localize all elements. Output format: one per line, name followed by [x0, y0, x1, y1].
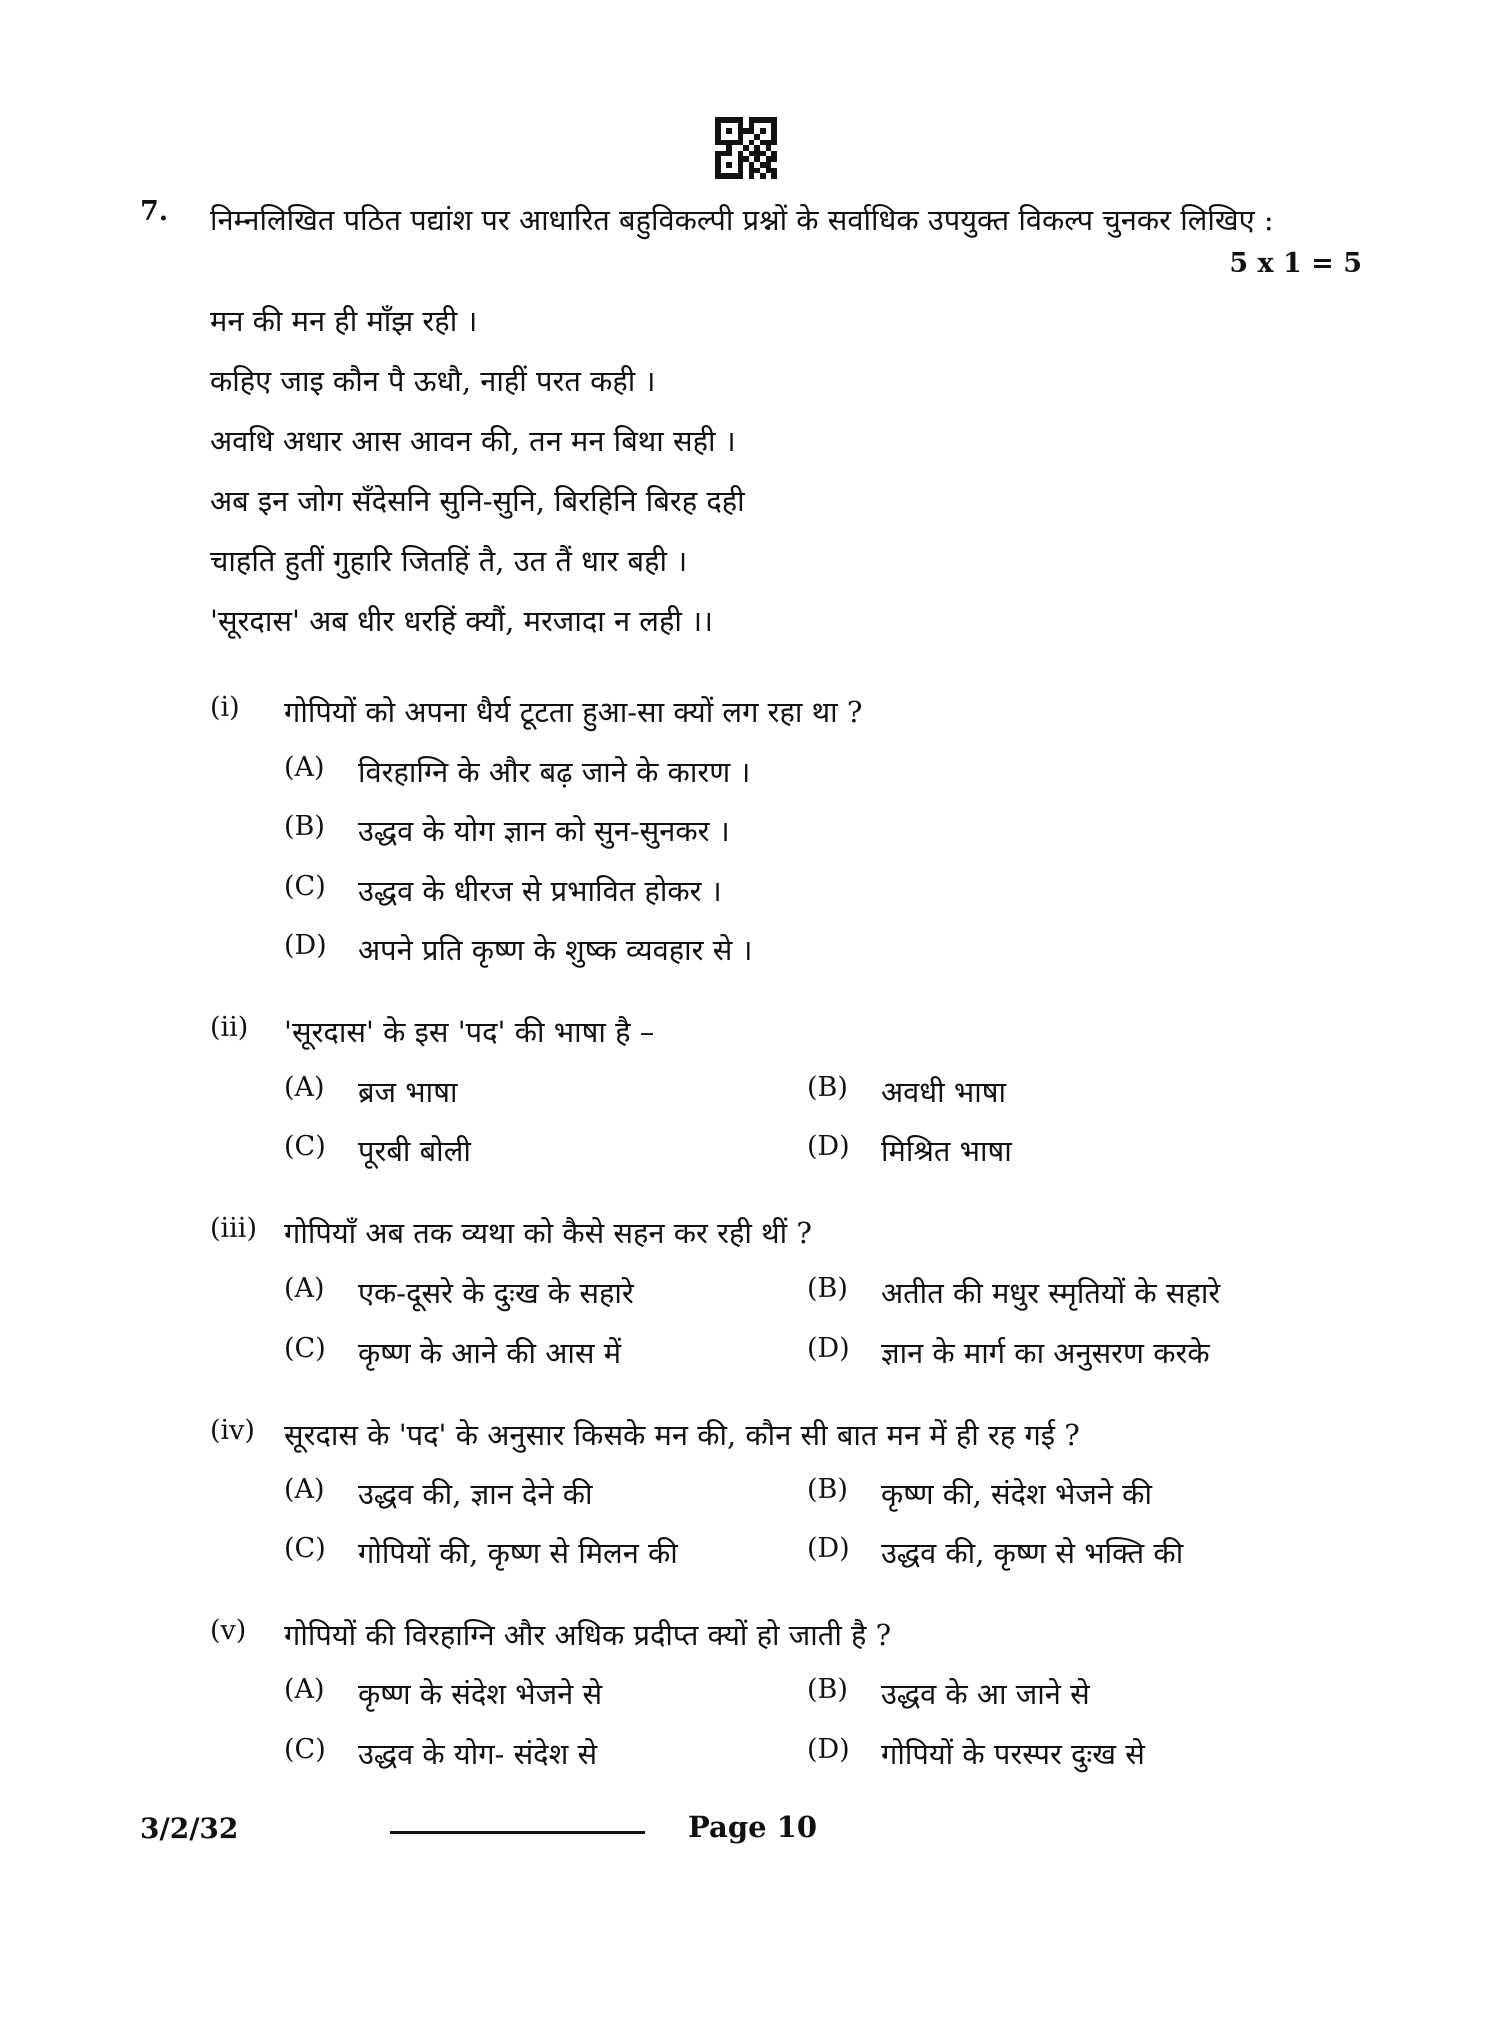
- page-number: Page 10: [688, 1810, 817, 1844]
- option-label: (B): [284, 811, 325, 842]
- option-label: (B): [807, 1072, 848, 1103]
- option-text: उद्धव के आ जाने से: [881, 1677, 1090, 1711]
- subquestion-text: गोपियाँ अब तक व्यथा को कैसे सहन कर रही थीं ?: [284, 1216, 812, 1250]
- option-label: (D): [807, 1734, 850, 1765]
- subquestion-number: (ii): [210, 1012, 249, 1043]
- option-text: ब्रज भाषा: [358, 1075, 458, 1109]
- poem-line: अब इन जोग सँदेसनि सुनि-सुनि, बिरहिनि बिरह दही: [210, 484, 745, 518]
- option-label: (A): [284, 1072, 325, 1103]
- question-number: 7.: [140, 196, 169, 227]
- poem-line: चाहति हुतीं गुहारि जितहिं तै, उत तैं धार बही ।: [210, 544, 688, 578]
- option-text: कृष्ण के आने की आस में: [358, 1336, 622, 1370]
- marks-allocation: 5 x 1 = 5: [1229, 248, 1362, 279]
- subquestion-text: गोपियों की विरहाग्नि और अधिक प्रदीप्त क्यों हो जाती है ?: [284, 1618, 892, 1652]
- option-text: अतीत की मधुर स्मृतियों के सहारे: [881, 1276, 1221, 1310]
- question-instruction: निम्नलिखित पठित पद्यांश पर आधारित बहुविकल्पी प्रश्नों के सर्वाधिक उपयुक्त विकल्प चुनकर लिखिए :: [210, 203, 1274, 237]
- option-label: (A): [284, 1674, 325, 1705]
- option-text: उद्धव की, कृष्ण से भक्ति की: [881, 1536, 1184, 1570]
- option-label: (D): [807, 1333, 850, 1364]
- poem-line: अवधि अधार आस आवन की, तन मन बिथा सही ।: [210, 424, 736, 458]
- subquestion-text: 'सूरदास' के इस 'पद' की भाषा है –: [284, 1015, 655, 1049]
- option-label: (B): [807, 1474, 848, 1505]
- option-text: एक-दूसरे के दुःख के सहारे: [358, 1276, 634, 1310]
- option-text: कृष्ण की, संदेश भेजने की: [881, 1477, 1152, 1511]
- option-label: (D): [284, 930, 327, 961]
- option-label: (A): [284, 1474, 325, 1505]
- footer-divider: [390, 1831, 645, 1834]
- option-label: (C): [284, 1734, 326, 1765]
- poem-stanza: [210, 297, 745, 657]
- option-text: अवधी भाषा: [881, 1075, 1007, 1109]
- option-text: विरहाग्नि के और बढ़ जाने के कारण ।: [358, 755, 751, 789]
- subquestion-number: (i): [210, 692, 240, 723]
- option-label: (D): [807, 1533, 850, 1564]
- option-label: (A): [284, 752, 325, 783]
- option-label: (B): [807, 1273, 848, 1304]
- option-text: गोपियों की, कृष्ण से मिलन की: [358, 1536, 678, 1570]
- option-text: कृष्ण के संदेश भेजने से: [358, 1677, 603, 1711]
- subquestion-text: सूरदास के 'पद' के अनुसार किसके मन की, कौन सी बात मन में ही रह गई ?: [284, 1418, 1080, 1452]
- paper-code: 3/2/32: [140, 1812, 239, 1845]
- option-text: अपने प्रति कृष्ण के शुष्क व्यवहार से ।: [358, 933, 753, 967]
- poem-line: कहिए जाइ कौन पै ऊधौ, नाहीं परत कही ।: [210, 364, 656, 398]
- option-text: पूरबी बोली: [358, 1134, 471, 1168]
- subquestion-number: (iii): [210, 1213, 257, 1244]
- option-text: उद्धव के योग ज्ञान को सुन-सुनकर ।: [358, 814, 730, 848]
- option-label: (C): [284, 1131, 326, 1162]
- option-label: (C): [284, 1533, 326, 1564]
- option-label: (C): [284, 871, 326, 902]
- option-label: (A): [284, 1273, 325, 1304]
- option-text: ज्ञान के मार्ग का अनुसरण करके: [881, 1336, 1210, 1370]
- poem-line: 'सूरदास' अब धीर धरहिं क्यौं, मरजादा न लही ।।: [210, 604, 714, 638]
- option-label: (C): [284, 1333, 326, 1364]
- option-label: (D): [807, 1131, 850, 1162]
- subquestion-number: (iv): [210, 1415, 255, 1446]
- option-text: उद्धव की, ज्ञान देने की: [358, 1477, 593, 1511]
- option-text: उद्धव के धीरज से प्रभावित होकर ।: [358, 874, 722, 908]
- option-text: मिश्रित भाषा: [881, 1134, 1012, 1168]
- subquestion-text: गोपियों को अपना धैर्य टूटता हुआ-सा क्यों लग रहा था ?: [284, 695, 863, 729]
- qr-code-icon: [715, 117, 777, 179]
- option-text: गोपियों के परस्पर दुःख से: [881, 1737, 1145, 1771]
- subquestion-number: (v): [210, 1615, 247, 1646]
- option-label: (B): [807, 1674, 848, 1705]
- option-text: उद्धव के योग- संदेश से: [358, 1737, 598, 1771]
- poem-line: मन की मन ही माँझ रही ।: [210, 304, 478, 338]
